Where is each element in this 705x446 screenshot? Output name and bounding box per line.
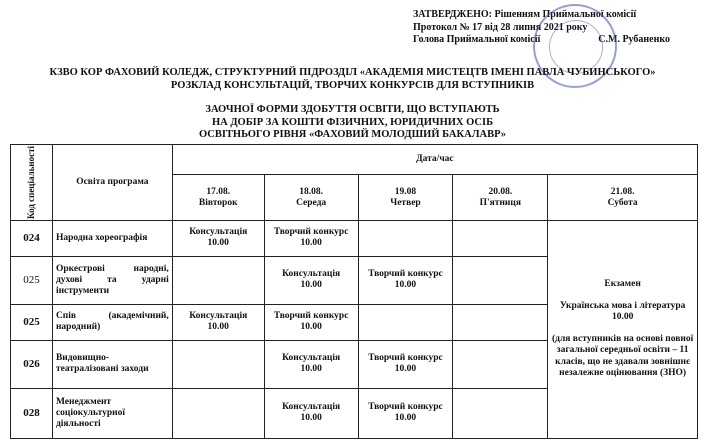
cell-17: [172, 340, 264, 388]
approval-line-3: [413, 34, 670, 47]
approval-line-1: ЗАТВЕРДЖЕНО: Рішенням Приймальної комісії: [413, 9, 637, 20]
heading-line: ОСВІТНЬОГО РІВНЯ «ФАХОВИЙ МОЛОДШИЙ БАКАЛАВР»: [198, 129, 507, 140]
table-header-row: [11, 145, 698, 175]
cell-18: Творчий конкурс 10.00: [264, 304, 358, 340]
cell-19: Творчий конкурс 10.00: [358, 388, 453, 438]
cell-19: Творчий конкурс 10.00: [358, 340, 453, 388]
header-code: Код спеціальності: [11, 145, 53, 221]
approval-chair-name: С.М. Рубаненко: [598, 34, 671, 45]
cell-17: [172, 256, 264, 304]
heading-institution: [0, 67, 705, 92]
row-program: Менеджмент соціокультурної діяльності: [52, 388, 172, 438]
exam-cell: [548, 220, 698, 438]
cell-19: [358, 304, 453, 340]
heading-line: РОЗКЛАД КОНСУЛЬТАЦІЙ, ТВОРЧИХ КОНКУРСІВ ДЛЯ ВСТУПНИКІВ: [170, 79, 535, 91]
header-program: Освіта програма: [52, 145, 172, 221]
header-datetime: Дата/час: [172, 145, 697, 175]
row-program: Оркестрові народні, духові та ударні інструменти: [52, 256, 172, 304]
row-code: 025: [11, 304, 53, 340]
cell-20: [453, 388, 548, 438]
cell-17: [172, 388, 264, 438]
cell-18: Консультація 10.00: [264, 388, 358, 438]
cell-20: [453, 340, 548, 388]
cell-17: Консультація 10.00: [172, 304, 264, 340]
exam-subject: Українська мова і література: [559, 300, 686, 311]
exam-time: 10.00: [611, 312, 634, 323]
cell-17: Консультація 10.00: [172, 220, 264, 256]
cell-18: Консультація 10.00: [264, 340, 358, 388]
cell-19: Творчий конкурс 10.00: [358, 256, 453, 304]
cell-20: [453, 256, 548, 304]
exam-title: Екзамен: [604, 279, 641, 290]
cell-20: [453, 304, 548, 340]
cell-18: Консультація 10.00: [264, 256, 358, 304]
approval-block: [413, 9, 670, 47]
cell-18: Творчий конкурс 10.00: [264, 220, 358, 256]
heading-study-form: [0, 104, 705, 142]
cell-20: [453, 220, 548, 256]
heading-line: НА ДОБІР ЗА КОШТИ ФІЗИЧНИХ, ЮРИДИЧНИХ ОСІБ: [211, 116, 494, 128]
cell-19: [358, 220, 453, 256]
row-program: Спів (академічний, народний): [52, 304, 172, 340]
day-header: 20.08. П'ятниця: [453, 175, 548, 221]
heading-line: КЗВО КОР ФАХОВИЙ КОЛЕДЖ, СТРУКТУРНИЙ ПІДРОЗДІЛ «АКАДЕМІЯ МИСТЕЦТВ ІМЕНІ ПАВЛА ЧУБИНСЬКОГО»: [49, 67, 656, 78]
row-code: 028: [11, 388, 53, 438]
day-header: 21.08. Субота: [548, 175, 698, 221]
row-code: 026: [11, 340, 53, 388]
exam-note: (для вступників на основі повної загальної середньої освіти – 11 класів, що не здавали зовнішнє незалежне оцінювання (ЗНО): [551, 333, 694, 379]
row-code: 024: [11, 220, 53, 256]
day-header: 18.08. Середа: [264, 175, 358, 221]
day-header: 17.08. Вівторок: [172, 175, 264, 221]
schedule-table: [10, 144, 698, 439]
heading-line: ЗАОЧНОЇ ФОРМИ ЗДОБУТТЯ ОСВІТИ, ЩО ВСТУПАЮТЬ: [205, 104, 500, 115]
approval-line-2: Протокол № 17 від 28 липня 2021 року: [413, 21, 588, 33]
row-program: Видовищно-театралізовані заходи: [52, 340, 172, 388]
table-row: [11, 220, 698, 256]
day-header: 19.08 Четвер: [358, 175, 453, 221]
row-program: Народна хореографія: [52, 220, 172, 256]
approval-chair-label: Голова Приймальної комісії: [413, 34, 541, 45]
row-code: 025: [11, 256, 53, 304]
